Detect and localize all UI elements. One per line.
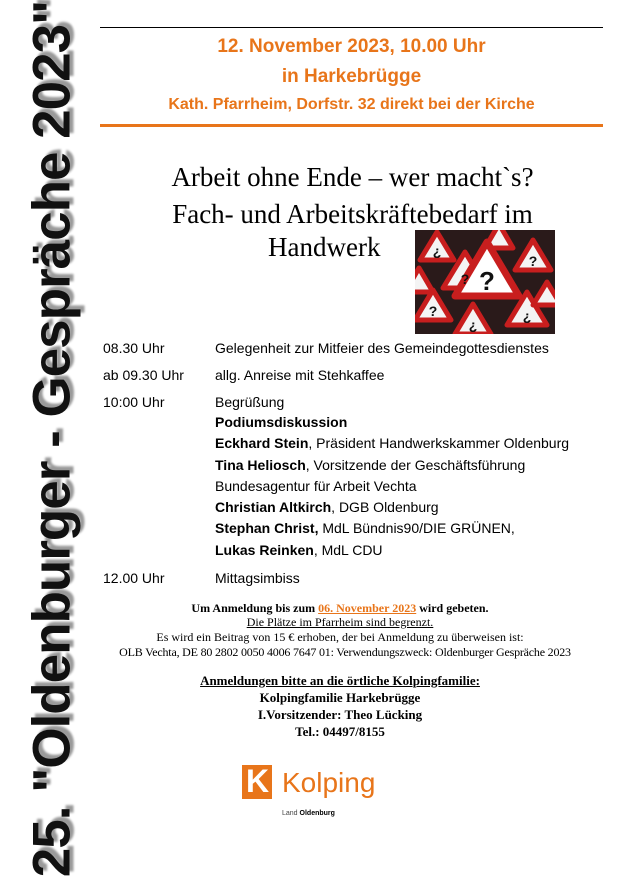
panelist-1 (215, 435, 569, 451)
contact-line-4: Tel.: 04497/8155 (295, 724, 385, 739)
svg-text:¿: ¿ (522, 308, 532, 324)
program-time-3: 10:00 Uhr (103, 394, 165, 410)
program-desc-4: Mittagsimbiss (215, 570, 300, 586)
kolping-region (282, 810, 335, 817)
kolping-logo (242, 765, 402, 825)
registration-line-2: Die Plätze im Pfarrheim sind begrenzt. (246, 615, 434, 629)
panelist-5-name: Lukas Reinken (215, 542, 314, 558)
kolping-wordmark: Kolping (282, 767, 376, 798)
svg-text:?: ? (479, 266, 495, 296)
panelist-2-role-line-2: Bundesagentur für Arbeit Vechta (215, 478, 417, 494)
panelist-3 (215, 499, 439, 515)
event-venue: Kath. Pfarrheim, Dorfstr. 32 direkt bei der Kirche (168, 96, 535, 113)
svg-text:¿: ¿ (468, 317, 478, 333)
panelist-1-name: Eckhard Stein (215, 435, 309, 451)
program-desc-3: Begrüßung (215, 394, 285, 410)
panelist-3-role: , DGB Oldenburg (331, 499, 439, 515)
panelist-3-name: Christian Altkirch (215, 499, 332, 515)
event-date-time: 12. November 2023, 10.00 Uhr (217, 36, 486, 57)
kolping-k-letter: K (246, 763, 270, 799)
registration-deadline: 06. November 2023 (318, 601, 417, 615)
title-line-2: Fach- und Arbeitskräftebedarf im (172, 199, 533, 229)
orange-divider (100, 124, 603, 127)
top-divider (100, 27, 603, 28)
svg-text:?: ? (428, 303, 438, 319)
panelist-2 (215, 457, 525, 473)
kolping-region-name: Oldenburg (299, 810, 335, 817)
registration-line-1-a: Um Anmeldung bis zum (191, 601, 319, 615)
program-time-1: 08.30 Uhr (103, 340, 165, 356)
panelist-4 (215, 520, 515, 536)
panel-heading: Podiumsdiskussion (215, 414, 348, 430)
panelist-4-name: Stephan Christ, (215, 520, 319, 536)
program-desc-1: Gelegenheit zur Mitfeier des Gemeindegottesdienstes (215, 340, 549, 356)
svg-text:?: ? (528, 253, 538, 269)
contact-line-3: I.Vorsitzender: Theo Lücking (257, 707, 423, 722)
program-desc-2: allg. Anreise mit Stehkaffee (215, 367, 385, 383)
side-title-text: 25. "Oldenburger - Gespräche 2023" (22, 0, 82, 877)
warning-signs-svg (415, 230, 555, 334)
panelist-2-name: Tina Heliosch (215, 457, 306, 473)
registration-line-3: Es wird ein Beitrag von 15 € erhoben, der bei Anmeldung zu überweisen ist: (156, 630, 524, 644)
panelist-5-role: , MdL CDU (313, 542, 383, 558)
registration-line-1 (80, 601, 600, 616)
svg-text:?: ? (460, 271, 470, 287)
panelist-5 (215, 542, 383, 558)
panelist-4-role: MdL Bündnis90/DIE GRÜNEN, (318, 520, 515, 536)
svg-text:¿: ¿ (432, 243, 442, 259)
title-line-1: Arbeit ohne Ende – wer macht`s? (171, 162, 534, 192)
contact-line-2: Kolpingfamilie Harkebrügge (259, 690, 421, 705)
title-line-3: Handwerk (268, 232, 381, 262)
program-time-2: ab 09.30 Uhr (103, 367, 184, 383)
side-title (22, 0, 82, 877)
registration-line-1-b: wird gebeten. (416, 601, 489, 615)
contact-line-1: Anmeldungen bitte an die örtliche Kolpingfamilie: (200, 673, 480, 688)
event-place: in Harkebrügge (281, 66, 422, 87)
kolping-k-icon (242, 765, 272, 799)
registration-bank-details: OLB Vechta, DE 80 2802 0050 4006 7647 01: Verwendungszweck: Oldenburger Gespräche 2023 (119, 645, 571, 659)
kolping-region-prefix: Land (282, 810, 300, 817)
program-time-4: 12.00 Uhr (103, 570, 165, 586)
panelist-1-role: , Präsident Handwerkskammer Oldenburg (308, 435, 570, 451)
panelist-2-role: , Vorsitzende der Geschäftsführung (305, 457, 526, 473)
warning-signs-question-image (415, 230, 555, 334)
